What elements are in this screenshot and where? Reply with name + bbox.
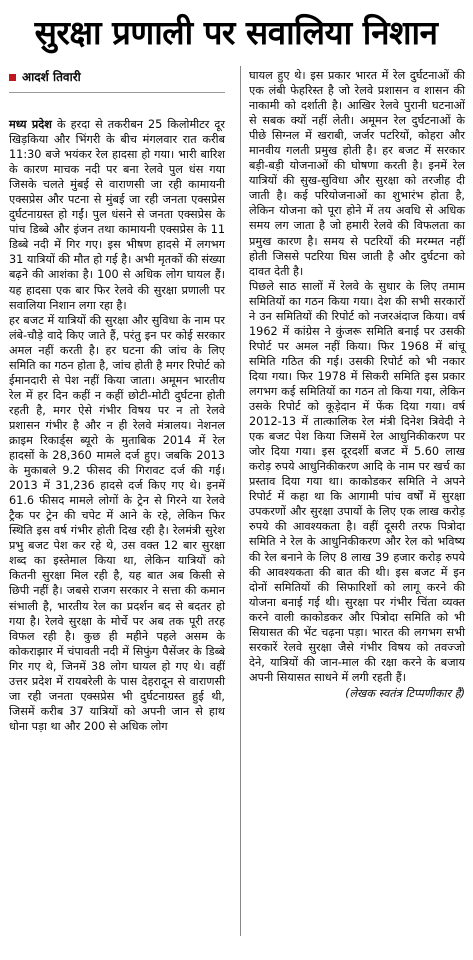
article-paragraph	[9, 117, 225, 313]
column-divider	[240, 66, 241, 936]
article-paragraph: पिछले साठ सालों में रेलवे के सुधार के लिए तमाम समितियों का गठन किया गया। देश की सभी सरकारों ने उन समितियों की रिपोर्ट को नजरअंदाज किया। वर्ष 1962 में कांग्रेस ने कुंजरू समिति बनाई पर उसकी रिपोर्ट पर अमल नहीं किया। फिर 1968 में बांचू समिति गठित की गई। उसकी रिपोर्ट को भी नकार दिया गया। फिर 1978 में सिकरी समिति इस प्रकार लगभग कई समितियों का गठन तो किया गया, लेकिन उसके रिपोर्ट को कूड़ेदान में फेंक दिया गया। वर्ष 2012-13 में तात्कालिक रेल मंत्री दिनेश त्रिवेदी ने एक बजट पेश किया जिसमें रेल आधुनिकीकरण पर जोर दिया गया। इस दूरदर्शी बजट में 5.60 लाख करोड़ रुपये आधुनिकीकरण आदि के नाम पर खर्च का प्रस्ताव दिया गया था। काकोडकर समिति ने अपने रिपोर्ट में कहा था कि आगामी पांच वर्षों में सुरक्षा उपकरणों और सुरक्षा उपायों के लिए एक लाख करोड़ रुपये की आवश्यकता है। वहीं दूसरी तरफ पित्रोदा समिति ने रेल के आधुनिकीकरण और रेल को भविष्य की रेल बनाने के लिए 8 लाख 39 हजार करोड़ रुपये की आवश्यकता की बात की थी। इस बजट में इन दोनों समितियों की सिफारिशों को लागू करने की योजना बनाई गई थी। सुरक्षा पर गंभीर चिंता व्यक्त करने वाली काकोडकर और पित्रोदा समिति को भी सियासत की भेंट चढ़ना पड़ा। भारत की लगभग सभी सरकारें रेलवे सुरक्षा जैसे गंभीर विषय को तवज्जो देने, यात्रियों की जान-माल की रक्षा करने के बजाय अपनी सियासत साधने में लगी रहती हैं।	[249, 279, 465, 684]
byline	[9, 68, 225, 86]
dateline: मध्य प्रदेश	[9, 118, 52, 131]
article-paragraph: घायल हुए थे। इस प्रकार भारत में रेल दुर्घटनाओं की एक लंबी फेहरिस्त है जो रेलवे प्रशासन व शासन की नाकामी को दर्शाती है। आखिर रेलवे पुरानी घटनाओं से सबक क्यों नहीं लेती। अमूमन रेल दुर्घटनाओं के पीछे सिग्नल में खराबी, जर्जर पटरियों, कोहरा और मानवीय गलती प्रमुख होती है। हर बजट में सरकार बड़ी-बड़ी योजनाओं की घोषणा करती है। इनमें रेल यात्रियों की सुख-सुविधा और सुरक्षा को तरजीह दी जाती है। कई परियोजनाओं का शुभारंभ होता है, लेकिन योजना को पूरा होने में तय अवधि से अधिक समय लग जाता है जो हमारी रेलवे की विफलता का प्रमुख कारण है। समय से पटरियों की मरम्मत नहीं होती जिससे पटरिया घिस जाती है और दुर्घटना को दावत देती है।	[249, 69, 465, 278]
article-paragraph: हर बजट में यात्रियों की सुरक्षा और सुविधा के नाम पर लंबे-चौड़े वादे किए जाते हैं, परंतु इन पर कोई सरकार अमल नहीं करती है। हर घटना की जांच के लिए समिति का गठन होता है, जांच होती है मगर रिपोर्ट को ईमानदारी से पेश नहीं किया जाता। अमूमन भारतीय रेल में हर दिन कहीं न कहीं छोटी-मोटी दुर्घटना होती रहती है, मगर ऐसे गंभीर विषय पर न तो रेलवे प्रशासन गंभीर है और न ही रेलवे मंत्रालय। नेशनल क्राइम रिकार्ड्स ब्यूरो के मुताबिक 2014 में रेल हादसों के 28,360 मामले दर्ज हुए। जबकि 2013 के मुकाबले 9.2 फीसद की गिरावट दर्ज की गई। 2013 में 31,236 हादसे दर्ज किए गए थे। इनमें 61.6 फीसद मामले लोगों के ट्रेन से गिरने या रेलवे ट्रैक पर ट्रेन की चपेट में आने के रहे, लेकिन फिर स्थिति इस वर्ष गंभीर होती दिख रही है। रेलमंत्री सुरेश प्रभु बजट पेश कर रहे थे, उस वक्त 12 बार सुरक्षा शब्द का इस्तेमाल किया था, लेकिन यात्रियों को कितनी सुरक्षा मिल रही है, यह बात अब किसी से छिपी नहीं है। जबसे राजग सरकार ने सत्ता की कमान संभाली है, भारतीय रेल का प्रदर्शन बद से बदतर हो गया है। रेलवे सुरक्षा के मोर्चे पर अब तक पूरी तरह विफल रही है। कुछ ही महीने पहले असम के कोकराझार में चंपावती नदी में सिफुंग पैसेंजर के डिब्बे गिर गए थे, जिनमें 38 लोग घायल हो गए थे। वहीं उत्तर प्रदेश में रायबरेली के पास देहरादून से वाराणसी जा रही जनता एक्सप्रेस भी दुर्घटनाग्रस्त हुई थी, जिसमें करीब 37 यात्रियों को अपनी जान से हाथ धोना पड़ा था और 200 से अधिक लोग	[9, 313, 225, 733]
right-column	[249, 68, 465, 701]
author-name: आदर्श तिवारी	[22, 70, 81, 84]
byline-marker-icon	[9, 74, 16, 81]
article-paragraph-text: के हरदा से तकरीबन 25 किलोमीटर दूर खिड़किया और भिंगरी के बीच मंगलवार रात करीब 11:30 बजे भयंकर रेल हादसा हो गया। भारी बारिश के कारण माचक नदी पर बना रेलवे पुल धंस गया जिसके चलते मुंबई से वाराणसी जा रही कामायनी एक्सप्रेस और पटना से मुंबई जा रही जनता एक्सप्रेस दुर्घटनाग्रस्त हो गईं। पुल धंसने से जनता एक्सप्रेस के पांच डिब्बे और इंजन तथा कामायनी एक्सप्रेस के 11 डिब्बे नदी में गिर गए। इस भीषण हादसे में लगभग 31 यात्रियों की मौत हो गई है। अभी मृतकों की संख्या बढ़ने की आशंका है। 100 से अधिक लोग घायल हैं। यह हादसा एक बार फिर रेलवे की सुरक्षा प्रणाली पर सवालिया निशान लगा रहा है।	[9, 118, 225, 312]
left-column	[9, 66, 225, 734]
headline: सुरक्षा प्रणाली पर सवालिया निशान	[34, 13, 438, 52]
byline-divider	[9, 92, 225, 93]
author-credit: (लेखक स्वतंत्र टिप्पणीकार हैं)	[345, 686, 465, 700]
